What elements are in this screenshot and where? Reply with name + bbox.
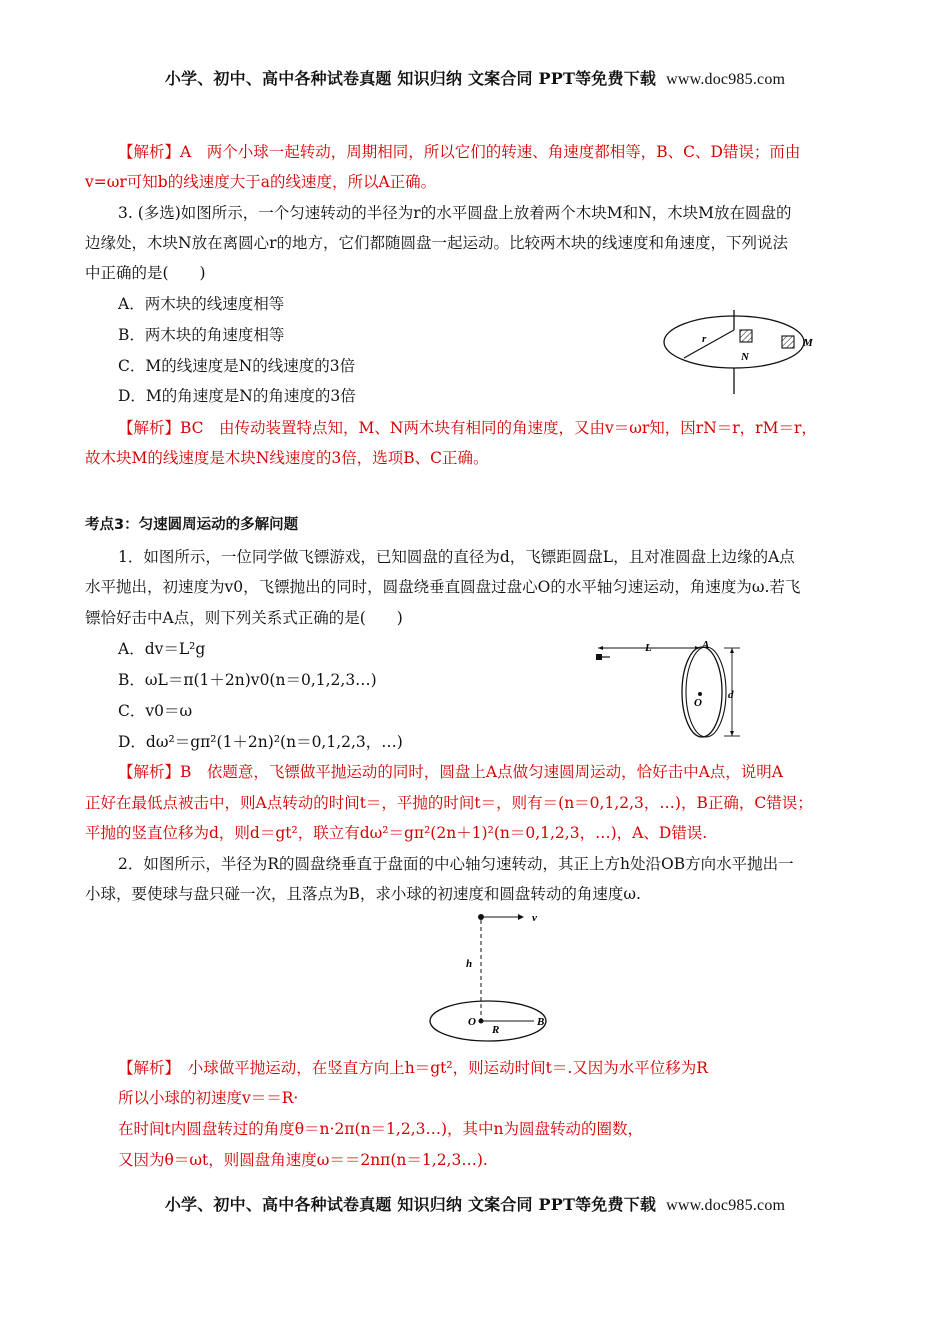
figure-disc-blocks [660,310,840,410]
question-3-line1: 3. (多选)如图所示，一个匀速转动的半径为r的水平圆盘上放着两个木块M和N，木块M放在圆盘的 [118,204,792,222]
label-o: O [468,1016,476,1028]
block-n [740,330,752,342]
analysis-s3-q2-line3: 在时间t内圆盘转过的角度θ＝n·2π(n＝1,2,3…)，其中n为圆盘转动的圈数， [118,1120,644,1138]
q3-option-b: B．两木块的角速度相等 [118,326,285,344]
label-o: O [694,697,702,709]
label-r: R [492,1024,500,1036]
label-v: v [532,912,537,924]
dart-icon [596,654,602,660]
s3-q1-line2: 水平抛出，初速度为v0，飞镖抛出的同时，圆盘绕垂直圆盘过盘心O的水平轴匀速运动，角速度为ω.若飞 [85,578,801,596]
s3-q1-line1: 1．如图所示，一位同学做飞镖游戏，已知圆盘的直径为d，飞镖距圆盘L，且对准圆盘上边缘的A点 [118,548,795,566]
label-l: L [645,642,652,654]
ball [478,914,484,920]
figure-projectile-disc [420,905,560,1045]
radius-line [684,330,734,358]
section-title: 考点3：匀速圆周运动的多解问题 [85,517,299,533]
figure-dart-disc [590,636,750,746]
analysis-s3-q2-line1: 【解析】 小球做平抛运动，在竖直方向上h＝gt²，则运动时间t＝.又因为水平位移为R [118,1059,708,1077]
label-r: r [702,333,707,345]
analysis-q2-line2: v=ωr可知b的线速度大于a的线速度，所以A正确。 [85,173,437,191]
block-m [782,336,794,348]
page-header [0,66,950,89]
page-footer [0,1192,950,1215]
center-o [698,692,702,696]
s3-q1-option-d: D．dω²＝gπ²(1＋2n)²(n＝0,1,2,3，…) [118,733,403,751]
s3-q1-option-a: A．dv＝L²g [118,640,206,658]
label-h: h [466,958,473,970]
analysis-s3-q1-line2: 正好在最低点被击中，则A点转动的时间t＝，平抛的时间t＝，则有＝(n＝0,1,2,3，…)，B正确，C错误； [85,794,813,812]
label-b: B [537,1016,545,1028]
s3-q2-line2: 小球，要使球与盘只碰一次，且落点为B，求小球的初速度和圆盘转动的角速度ω. [85,885,641,903]
label-a: A [702,639,710,651]
q3-option-d: D．M的角速度是N的角速度的3倍 [118,387,356,405]
footer-site: www.doc985.com [666,1197,786,1214]
label-n: N [741,351,749,363]
analysis-s3-q1-line1: 【解析】B 依题意，飞镖做平抛运动的同时，圆盘上A点做匀速圆周运动，恰好击中A点，说明A [118,763,783,781]
analysis-q3-line2: 故木块M的线速度是木块N线速度的3倍，选项B、C正确。 [85,449,489,467]
analysis-q2-line1: 【解析】A 两个小球一起转动，周期相同，所以它们的转速、角速度都相等，B、C、D错误；而由 [118,143,801,161]
q3-option-a: A．两木块的线速度相等 [118,295,285,313]
disc-ellipse [682,647,722,737]
analysis-s3-q2-line4: 又因为θ＝ωt，则圆盘角速度ω＝＝2nπ(n＝1,2,3…). [118,1151,488,1169]
question-3-line2: 边缘处，木块N放在离圆心r的地方，它们都随圆盘一起运动。比较两木块的线速度和角速度，下列说法 [85,234,788,252]
s3-q1-option-b: B．ωL＝π(1＋2n)v0(n＝0,1,2,3…) [118,671,377,689]
header-site: www.doc985.com [666,71,786,88]
s3-q2-line1: 2．如图所示，半径为R的圆盘绕垂直于盘面的中心轴匀速转动，其正上方h处沿OB方向水平抛出一 [118,855,794,873]
label-d: d [728,689,734,701]
question-3-line3: 中正确的是( ) [85,264,206,282]
s3-q1-line3: 镖恰好击中A点，则下列关系式正确的是( ) [85,609,403,627]
analysis-s3-q2-line2: 所以小球的初速度v＝＝R· [118,1089,299,1107]
analysis-q3-line1: 【解析】BC 由传动装置特点知，M、N两木块有相同的角速度，又由v＝ωr知，因rN＝r，rM＝r， [118,419,817,437]
s3-q1-option-c: C．v0＝ω [118,702,193,720]
velocity-arrow-icon [518,914,524,920]
q3-option-c: C．M的线速度是N的线速度的3倍 [118,357,356,375]
analysis-s3-q1-line3: 平抛的竖直位移为d，则d＝gt²，联立有dω²＝gπ²(2n＋1)²(n＝0,1,2,3，…)，A、D错误. [85,824,708,842]
label-m: M [803,337,813,349]
footer-text: 小学、初中、高中各种试卷真题 知识归纳 文案合同 PPT等免费下载 [164,1195,657,1214]
header-text: 小学、初中、高中各种试卷真题 知识归纳 文案合同 PPT等免费下载 [164,69,657,88]
